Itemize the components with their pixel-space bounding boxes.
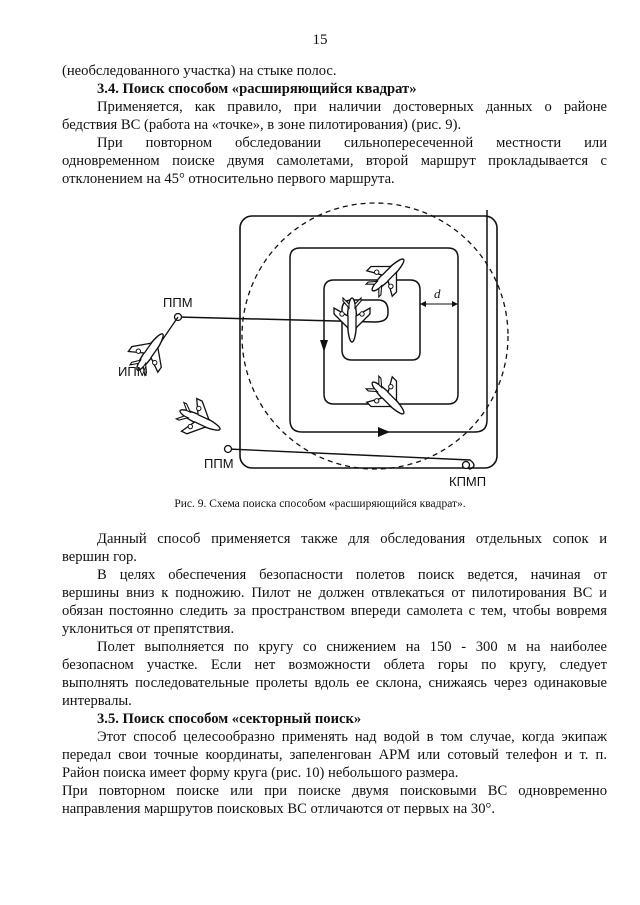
text-line: В целях обеспечения безопасности полетов поиск ведется, начиная от [97, 567, 607, 583]
search-circle [242, 203, 508, 469]
aircraft-center [334, 298, 370, 342]
spiral-track [178, 210, 487, 432]
text-line: бедствия ВС (работа на «точке», в зоне пилотирования) (рис. 9). [62, 117, 462, 133]
text-line: вершины вниз к подножию. Пилот не должен отвлекаться от пилотирования ВС и [62, 585, 607, 601]
text-line: Данный способ применяется также для обследования отдельных сопок и [97, 531, 607, 547]
direction-arrow [378, 427, 390, 437]
text-line: выполнять последовательные пролеты вдоль ее склона, снижаясь через одинаковые [62, 675, 607, 691]
text-line: При повторном поиске или при поиске двумя поисковыми ВС одновременно [62, 783, 607, 799]
aircraft-ppm-bottom [172, 394, 227, 445]
text-line: направления маршрутов поисковых ВС отличаются от первых на 30°. [62, 801, 495, 817]
ppm-bottom-label: ППМ [204, 456, 234, 471]
text-line: Применяется, как правило, при наличии достоверных данных о районе [97, 99, 607, 115]
direction-arrow [320, 340, 328, 352]
text-line: вершин гор. [62, 549, 137, 565]
kpmp-point [463, 462, 470, 469]
ipm-label: ИПМ [118, 364, 148, 379]
text-line: (необследованного участка) на стыке полос. [62, 63, 337, 79]
text-line: безопасном участке. Если нет возможности облета горы по кругу, следует [62, 657, 607, 673]
text-line: Полет выполняется по кругу со снижением на 150 - 300 м на наиболее [97, 639, 607, 655]
section-heading: 3.5. Поиск способом «секторный поиск» [97, 711, 362, 727]
d-label: d [434, 286, 441, 301]
text-line: одновременном поиске двумя самолетами, второй маршрут прокладывается с [62, 153, 607, 169]
section-heading: 3.4. Поиск способом «расширяющийся квадрат» [97, 81, 417, 97]
text-line: передал свои точные координаты, запеленгован АРМ или сотовый телефон и т. п. [62, 747, 607, 763]
text-line: уклониться от препятствия. [62, 621, 235, 637]
aircraft-route2 [360, 247, 417, 304]
kpmp-label: КПМП [449, 474, 487, 489]
text-line: Этот способ целесообразно применять над водой в том случае, когда экипаж [97, 729, 607, 745]
text-line: При повторном обследовании сильнопересеченной местности или [97, 135, 607, 151]
text-line: отклонением на 45° относительно первого маршрута. [62, 171, 395, 187]
page-number: 15 [312, 32, 328, 48]
text-line: обязан постоянно следить за пространством впереди самолета с тем, чтобы вовремя [62, 603, 607, 619]
figure-caption: Рис. 9. Схема поиска способом «расширяющийся квадрат». [174, 498, 466, 510]
second-route [228, 449, 474, 469]
aircraft-lower [360, 370, 417, 427]
text-line: Район поиска имеет форму круга (рис. 10) небольшого размера. [62, 765, 459, 781]
text-line: интервалы. [62, 693, 132, 709]
ppm-top-label: ППМ [163, 295, 193, 310]
ppm-bottom-point [225, 446, 232, 453]
